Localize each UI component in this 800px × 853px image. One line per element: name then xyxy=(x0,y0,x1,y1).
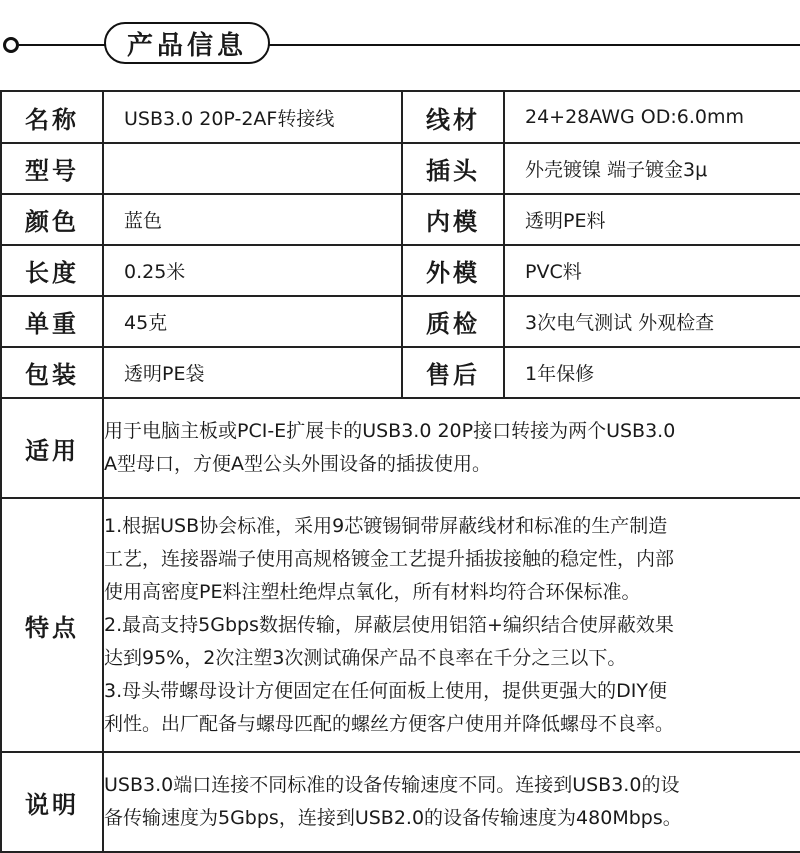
usage-text xyxy=(103,398,800,498)
header-divider-right xyxy=(268,44,800,46)
header-divider-left xyxy=(19,44,107,46)
spec-value: 外壳镀镍 端子镀金3μ xyxy=(504,143,800,194)
note-line: 备传输速度为5Gbps，连接到USB2.0的设备传输速度为480Mbps。 xyxy=(104,807,682,829)
features-text xyxy=(103,498,800,752)
spec-value: 0.25米 xyxy=(103,245,402,296)
spec-row xyxy=(1,296,800,347)
spec-label: 外模 xyxy=(402,245,504,296)
section-title: 产品信息 xyxy=(126,30,247,61)
spec-value: USB3.0 20P-2AF转接线 xyxy=(103,91,402,143)
spec-label: 颜色 xyxy=(1,194,103,245)
spec-label: 单重 xyxy=(1,296,103,347)
features-line: 达到95%，2次注塑3次测试确保产品不良率在千分之三以下。 xyxy=(104,646,627,669)
spec-row xyxy=(1,347,800,398)
spec-row xyxy=(1,91,800,143)
spec-label: 质检 xyxy=(402,296,504,347)
spec-label: 售后 xyxy=(402,347,504,398)
note-label: 说明 xyxy=(1,752,103,852)
spec-row xyxy=(1,194,800,245)
usage-row xyxy=(1,398,800,498)
spec-value: 透明PE料 xyxy=(504,194,800,245)
spec-label: 线材 xyxy=(402,91,504,143)
usage-line: 用于电脑主板或PCI-E扩展卡的USB3.0 20P接口转接为两个USB3.0 xyxy=(104,420,676,442)
spec-label: 型号 xyxy=(1,143,103,194)
spec-label: 名称 xyxy=(1,91,103,143)
circle-icon xyxy=(3,37,19,53)
spec-row xyxy=(1,245,800,296)
spec-label: 包装 xyxy=(1,347,103,398)
features-line: 利性。出厂配备与螺母匹配的螺丝方便客户使用并降低螺母不良率。 xyxy=(104,712,675,735)
usage-line: A型母口，方便A型公头外围设备的插拔使用。 xyxy=(104,453,491,475)
spec-value: 透明PE袋 xyxy=(103,347,402,398)
note-line: USB3.0端口连接不同标准的设备传输速度不同。连接到USB3.0的设 xyxy=(104,774,680,796)
features-line: 3.母头带螺母设计方便固定在任何面板上使用，提供更强大的DIY便 xyxy=(104,679,667,702)
features-line: 2.最高支持5Gbps数据传输，屏蔽层使用铝箔+编织结合使屏蔽效果 xyxy=(104,613,674,636)
spec-value: 45克 xyxy=(103,296,402,347)
note-row xyxy=(1,752,800,852)
note-text xyxy=(103,752,800,852)
spec-label: 插头 xyxy=(402,143,504,194)
spec-row xyxy=(1,143,800,194)
features-row xyxy=(1,498,800,752)
spec-label: 内模 xyxy=(402,194,504,245)
spec-value: 24+28AWG OD:6.0mm xyxy=(504,91,800,143)
spec-value: 蓝色 xyxy=(103,194,402,245)
features-line: 使用高密度PE料注塑杜绝焊点氧化，所有材料均符合环保标准。 xyxy=(104,580,641,603)
spec-value: PVC料 xyxy=(504,245,800,296)
header-title-pill xyxy=(104,22,270,64)
spec-label: 长度 xyxy=(1,245,103,296)
section-header xyxy=(0,22,800,68)
features-line: 工艺，连接器端子使用高规格镀金工艺提升插拔接触的稳定性，内部 xyxy=(104,547,675,570)
spec-value: 3次电气测试 外观检查 xyxy=(504,296,800,347)
features-label: 特点 xyxy=(1,498,103,752)
product-spec-table xyxy=(0,90,800,853)
spec-value: 1年保修 xyxy=(504,347,800,398)
usage-label: 适用 xyxy=(1,398,103,498)
spec-value xyxy=(103,143,402,194)
features-line: 1.根据USB协会标准，采用9芯镀锡铜带屏蔽线材和标准的生产制造 xyxy=(104,514,668,537)
